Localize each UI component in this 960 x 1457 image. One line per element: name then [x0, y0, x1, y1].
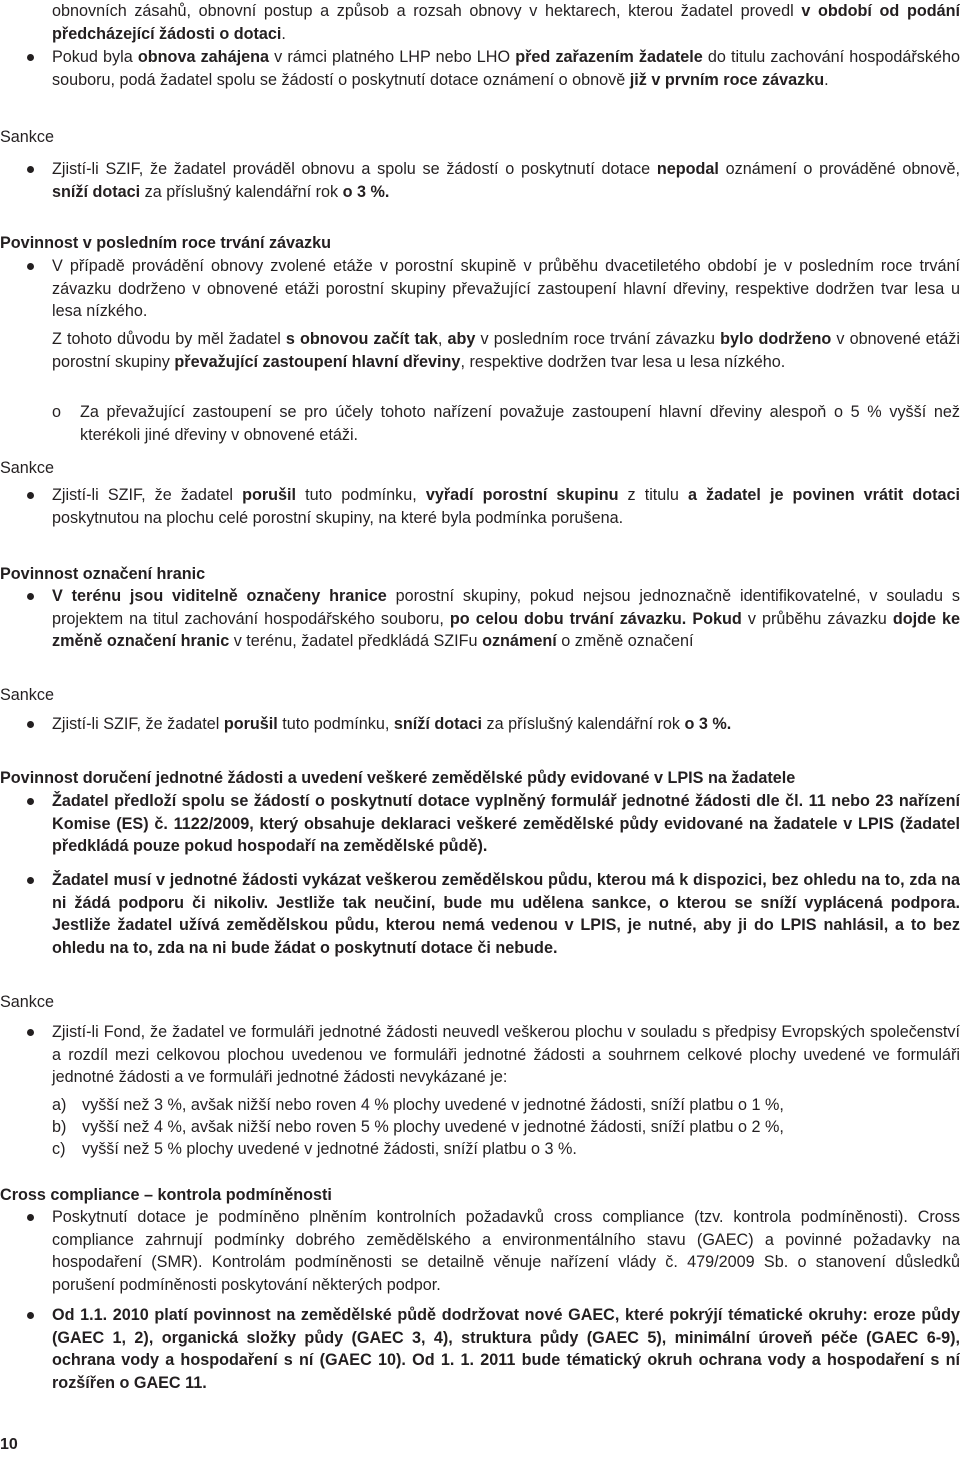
intro-bullet-2-run-2: v rámci platného LHP nebo LHO	[268, 48, 516, 66]
heading-hranice	[0, 563, 960, 586]
cc-bullet-2-item	[0, 1304, 960, 1394]
heading-lpis	[0, 767, 960, 790]
posledni-rok-para-run-2: ,	[437, 330, 448, 348]
posledni-rok-bullet-item	[0, 255, 960, 323]
posledni-rok-para-run-8: , respektive dodržen tvar lesa u lesa nízkého.	[460, 352, 786, 371]
posledni-rok-circ-run-0: Za převažující zastoupení se pro účely tohoto nařízení považuje zastoupení hlavní dřeviny alespoň o 5 % vyšší než kterékoli jiné dřeviny v obnovené etáži.	[80, 403, 960, 444]
hranice-bullet-run-8: oznámení	[482, 632, 557, 651]
sankce-3-bullet-run-4: za příslušný kalendářní rok	[482, 715, 685, 733]
posledni-rok-bullet-run-0: V případě provádění obnovy zvolené etáže v porostní skupině v průběhu dvacetiletého období je v posledním roce trvání závazku dodrženo v obnovené etáži porostní skupiny převažující zastoupení hlavní dřeviny, respektive dodržen tvar lesa u lesa nízkého.	[52, 257, 960, 321]
sankce-3-bullet-item	[0, 713, 960, 736]
sankce-2-bullet-run-6: poskytnutou na plochu celé porostní skupiny, na které byla podmínka porušena.	[52, 508, 624, 527]
hranice-bullet-run-0: V terénu jsou viditelně označeny hranice	[52, 587, 387, 605]
sankce-2-bullet-run-1: porušil	[242, 486, 297, 504]
sankce-1-bullet	[0, 158, 960, 203]
heading-lpis-run-0: Povinnost doručení jednotné žádosti a uvedení veškeré zemědělské půdy evidované v LPIS na žadatele	[0, 769, 796, 787]
intro-cont-run-2: .	[281, 24, 286, 43]
cc-bullet-1-item	[0, 1206, 960, 1296]
hranice-bullet-run-9: o změně označení	[556, 632, 694, 651]
posledni-rok-bullet	[0, 255, 960, 323]
sankce-4-a	[0, 1094, 960, 1117]
sankce-1-run-0: Sankce	[0, 128, 54, 146]
sankce-4-c-run-0: vyšší než 5 % plochy uvedené v jednotné žádosti, sníží platbu o 3 %.	[82, 1140, 577, 1158]
intro-bullet-2-run-5: již v prvním roce závazku	[629, 70, 825, 89]
intro-cont	[0, 0, 960, 45]
sankce-2-bullet-run-5: a žadatel je povinen vrátit dotaci	[687, 486, 960, 504]
sankce-4-b-marker: b)	[52, 1118, 67, 1136]
heading-hranice-run-0: Povinnost označení hranic	[0, 565, 206, 583]
hranice-bullet-run-4: Pokud	[692, 609, 742, 628]
sankce-2-bullet-run-4: z titulu	[618, 486, 688, 504]
hranice-bullet-run-5: v průběhu závazku	[741, 609, 893, 628]
sankce-2-bullet-item	[0, 484, 960, 529]
sankce-3-bullet-run-3: sníží dotaci	[393, 715, 483, 733]
sankce-3-bullet-run-2: tuto podmínku,	[277, 715, 394, 733]
sankce-2	[0, 457, 960, 480]
hranice-bullet-run-6: dojde ke změně označení hranic	[52, 609, 960, 651]
heading-cross-compliance	[0, 1184, 960, 1207]
intro-bullet-2-item	[0, 46, 960, 91]
sankce-4-b-run-0: vyšší než 4 %, avšak nižší nebo roven 5 % plochy uvedené v jednotné žádosti, sníží platbu o 2 %,	[82, 1118, 784, 1136]
lpis-bullet-2-run-0: Žadatel musí v jednotné žádosti vykázat veškerou zemědělskou půdu, kterou má k dispozici, bez ohledu na to, zda na ni žádá podporu či nikoliv. Jestliže tak neučiní, bude mu udělena sankce, o kterou se sníží vyplácená podpora. Jestliže žadatel užívá zemědělskou půdu, kterou nemá vedenou v LPIS, je nutné, aby ji do LPIS nahlásil, a to bez ohledu na to, zda na ni bude žádat o poskytnutí dotace či nebude.	[52, 871, 960, 957]
sankce-4-run-0: Sankce	[0, 993, 54, 1011]
sankce-4-bullet-item	[0, 1021, 960, 1089]
sankce-2-bullet	[0, 484, 960, 529]
posledni-rok-para-run-7: převažující zastoupení hlavní dřeviny	[174, 352, 461, 371]
sankce-4-c	[0, 1138, 960, 1161]
posledni-rok-para-run-3: aby	[447, 330, 476, 348]
lpis-bullet-2-item	[0, 869, 960, 959]
posledni-rok-para-run-0: Z tohoto důvodu by měl žadatel	[52, 330, 286, 348]
sankce-4-bullet-run-0: Zjistí-li Fond, že žadatel ve formuláři jednotné žádosti neuvedl veškerou plochu v souladu s předpisy Evropských společenství a rozdíl mezi celkovou plochou uvedenou ve formuláři jednotné žádosti a souhrnem celkové plochy uvedené ve formuláři jednotné žádosti a ve formuláři jednotné žádosti nevykázané je:	[52, 1023, 960, 1087]
sankce-1-bullet-item	[0, 158, 960, 203]
posledni-rok-circ	[0, 401, 960, 446]
sankce-4	[0, 991, 960, 1014]
sankce-1-bullet-run-1: nepodal	[656, 160, 719, 178]
sankce-4-bullet	[0, 1021, 960, 1089]
sankce-4-c-marker: c)	[52, 1140, 66, 1158]
sankce-2-bullet-run-3: vyřadí porostní skupinu	[425, 486, 619, 504]
sankce-1-bullet-run-4: za příslušný kalendářní rok	[140, 182, 343, 201]
sankce-1	[0, 126, 960, 149]
sankce-2-run-0: Sankce	[0, 459, 54, 477]
sankce-3-bullet	[0, 713, 960, 736]
hranice-bullet	[0, 585, 960, 653]
posledni-rok-para-run-1: s obnovou začít tak	[285, 330, 438, 348]
sankce-4-b	[0, 1116, 960, 1139]
cc-bullet-1-run-0: Poskytnutí dotace je podmíněno plněním kontrolních požadavků cross compliance (tzv. kontrola podmíněnosti). Cross compliance zahrnují podmínky dobrého zemědělského a environmentálního stavu (GAEC) a povinné požadavky na hospodaření (SMR). Kontrolám podmíněnosti se detailně věnuje nařízení vlády č. 479/2009 Sb. o stanovení důsledků porušení podmíněnosti poskytování některých podpor.	[52, 1208, 960, 1294]
intro-cont-run-0: obnovních zásahů, obnovní postup a způsob a rozsah obnovy v hektarech, kterou žadatel provedl	[52, 2, 802, 20]
intro-cont-run-1: v období od podání předcházející žádosti o dotaci	[52, 2, 960, 43]
heading-cross-compliance-run-0: Cross compliance – kontrola podmíněnosti	[0, 1186, 332, 1204]
heading-posledni-rok-run-0: Povinnost v posledním roce trvání závazku	[0, 234, 332, 252]
sankce-3-run-0: Sankce	[0, 686, 54, 704]
sankce-1-bullet-run-0: Zjistí-li SZIF, že žadatel prováděl obnovu a spolu se žádostí o poskytnutí dotace	[52, 160, 657, 178]
lpis-bullet-1	[0, 790, 960, 858]
cc-bullet-2-run-0: Od 1.1. 2010 platí povinnost na zemědělské půdě dodržovat nové GAEC, které pokrýjí tématické okruhy: eroze půdy (GAEC 1, 2), organická složky půdy (GAEC 3, 4), struktura půdy (GAEC 5), minimální úroveň péče (GAEC 6-9), ochrana vody a hospodaření s ní (GAEC 10). Od 1. 1. 2011 bude tématický okruh ochrana vody a hospodaření s ní rozšířen o GAEC 11.	[52, 1306, 960, 1392]
sankce-2-bullet-run-2: tuto podmínku,	[296, 486, 426, 504]
intro-bullet-2-run-1: obnova zahájena	[137, 48, 269, 66]
hranice-bullet-run-1: porostní skupiny, pokud nejsou jednoznačně identifikovatelné, v souladu s projektem na titul zachování hospodářského souboru,	[52, 587, 960, 628]
sankce-4-a-run-0: vyšší než 3 %, avšak nižší nebo roven 4 % plochy uvedené v jednotné žádosti, sníží platbu o 1 %,	[82, 1096, 784, 1114]
intro-bullet-2	[0, 46, 960, 91]
sankce-3-bullet-run-0: Zjistí-li SZIF, že žadatel	[52, 715, 224, 733]
intro-bullet-2-run-4: do titulu zachování hospodářského souboru, podá žadatel spolu se žádostí o poskytnutí dotace oznámení o obnově	[52, 48, 960, 89]
lpis-bullet-1-run-0: Žadatel předloží spolu se žádostí o poskytnutí dotace vyplněný formulář jednotné žádosti dle čl. 11 nebo 23 nařízení Komise (ES) č. 1122/2009, který obsahuje deklaraci veškeré zemědělské půdy evidované na žadatele v LPIS (žadatel předkládá pouze pokud hospodaří na zemědělské půdě).	[52, 792, 960, 856]
sankce-4-a-marker: a)	[52, 1096, 67, 1114]
posledni-rok-para-run-4: v posledním roce trvání závazku	[475, 330, 721, 348]
heading-posledni-rok	[0, 232, 960, 255]
hranice-bullet-run-2: po celou dobu trvání závazku.	[449, 609, 687, 628]
sankce-1-bullet-run-5: o 3 %.	[342, 182, 390, 201]
intro-bullet-2-run-6: .	[824, 70, 829, 89]
page-number: 10	[0, 1436, 18, 1453]
lpis-bullet-1-item	[0, 790, 960, 858]
sankce-3	[0, 684, 960, 707]
cc-bullet-1	[0, 1206, 960, 1296]
cc-bullet-2	[0, 1304, 960, 1394]
posledni-rok-para	[0, 328, 960, 373]
sankce-1-bullet-run-2: oznámení o prováděné obnově,	[718, 160, 960, 178]
hranice-bullet-run-7: v terénu, žadatel předkládá SZIFu	[229, 632, 483, 651]
sankce-1-bullet-run-3: sníží dotaci	[52, 182, 141, 201]
hranice-bullet-item	[0, 585, 960, 653]
intro-bullet-2-run-0: Pokud byla	[52, 48, 138, 66]
posledni-rok-para-run-6: v obnovené etáži porostní skupiny	[52, 330, 960, 371]
posledni-rok-para-run-5: bylo dodrženo	[720, 330, 832, 348]
sankce-3-bullet-run-1: porušil	[223, 715, 278, 733]
lpis-bullet-2	[0, 869, 960, 959]
sankce-2-bullet-run-0: Zjistí-li SZIF, že žadatel	[52, 486, 243, 504]
sankce-3-bullet-run-5: o 3 %.	[684, 715, 732, 733]
intro-bullet-2-run-3: před zařazením žadatele	[515, 48, 703, 66]
